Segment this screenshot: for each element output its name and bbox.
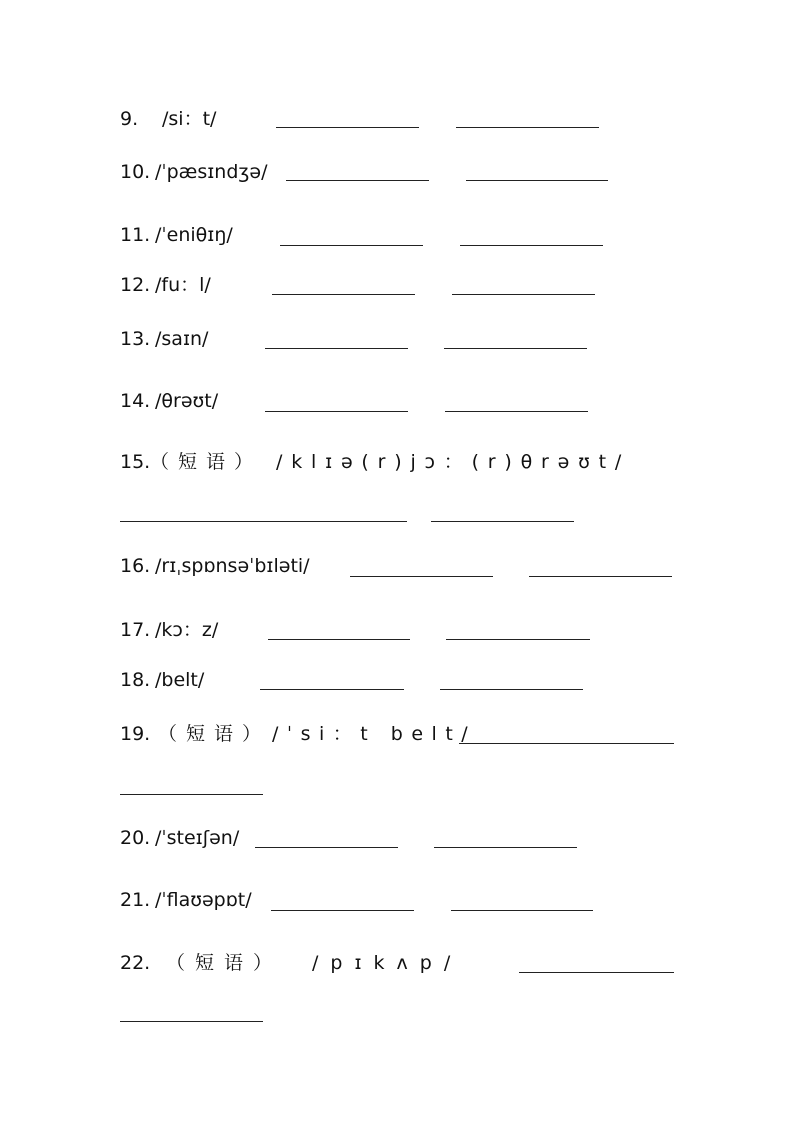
question-number: 17. xyxy=(120,619,151,641)
answer-blank-15a[interactable] xyxy=(120,521,407,522)
phrase-tag: （短语） xyxy=(150,451,263,473)
phonetic-text: /ˈpæsɪndʒə/ xyxy=(155,161,268,183)
answer-blank-20b[interactable] xyxy=(434,847,577,848)
question-number: 16. xyxy=(120,555,151,577)
phonetic-text: /ˈflaʊəpɒt/ xyxy=(155,889,252,911)
answer-blank-12a[interactable] xyxy=(272,294,415,295)
phonetic-text: /ˈsi：t belt/ xyxy=(272,723,477,745)
phrase-tag: （短语） xyxy=(166,952,283,974)
phonetic-text: /θrəʊt/ xyxy=(155,390,219,412)
question-number: 11. xyxy=(120,224,151,246)
answer-blank-13a[interactable] xyxy=(265,348,408,349)
phonetic-text: /belt/ xyxy=(155,669,205,691)
phonetic-text: /fu：l/ xyxy=(155,274,211,296)
phrase-tag: （短语） xyxy=(158,723,271,745)
phonetic-text: /kɔ：z/ xyxy=(155,619,219,641)
phonetic-text: /pɪkʌp/ xyxy=(312,952,463,974)
answer-blank-17b[interactable] xyxy=(446,639,590,640)
answer-blank-12b[interactable] xyxy=(452,294,595,295)
question-number: 13. xyxy=(120,328,151,350)
answer-blank-21b[interactable] xyxy=(451,910,593,911)
question-number: 15. xyxy=(120,451,151,473)
answer-blank-16b[interactable] xyxy=(529,576,672,577)
answer-blank-11a[interactable] xyxy=(280,245,423,246)
question-number: 20. xyxy=(120,827,151,849)
phonetic-text: /ˈsteɪʃən/ xyxy=(155,827,240,849)
question-number: 12. xyxy=(120,274,151,296)
question-number: 19. xyxy=(120,723,151,745)
question-number: 10. xyxy=(120,161,151,183)
phonetic-text: /rɪˌspɒnsəˈbɪləti/ xyxy=(155,555,310,577)
answer-blank-10a[interactable] xyxy=(286,180,429,181)
answer-blank-11b[interactable] xyxy=(460,245,603,246)
question-number: 18. xyxy=(120,669,151,691)
phonetic-text: /klɪə(r)jɔ：(r)θrəʊt/ xyxy=(276,451,631,473)
answer-blank-17a[interactable] xyxy=(268,639,410,640)
answer-blank-10b[interactable] xyxy=(466,180,608,181)
answer-blank-21a[interactable] xyxy=(271,910,414,911)
phonetic-text: /si：t/ xyxy=(162,108,217,130)
question-number: 21. xyxy=(120,889,151,911)
answer-blank-18a[interactable] xyxy=(260,689,404,690)
answer-blank-14a[interactable] xyxy=(265,411,408,412)
answer-blank-19b[interactable] xyxy=(120,794,263,795)
answer-blank-19a[interactable] xyxy=(459,743,674,744)
question-number: 14. xyxy=(120,390,151,412)
phonetic-text: /ˈeniθɪŋ/ xyxy=(155,224,233,246)
answer-blank-14b[interactable] xyxy=(445,411,588,412)
answer-blank-15b[interactable] xyxy=(431,521,574,522)
answer-blank-22a[interactable] xyxy=(519,972,674,973)
question-number: 22. xyxy=(120,952,151,974)
answer-blank-13b[interactable] xyxy=(444,348,587,349)
answer-blank-22b[interactable] xyxy=(120,1021,263,1022)
answer-blank-20a[interactable] xyxy=(255,847,398,848)
answer-blank-16a[interactable] xyxy=(350,576,493,577)
answer-blank-18b[interactable] xyxy=(440,689,583,690)
answer-blank-9b[interactable] xyxy=(456,127,599,128)
answer-blank-9a[interactable] xyxy=(276,127,419,128)
phonetic-text: /saɪn/ xyxy=(155,328,209,350)
question-number: 9. xyxy=(120,108,139,130)
